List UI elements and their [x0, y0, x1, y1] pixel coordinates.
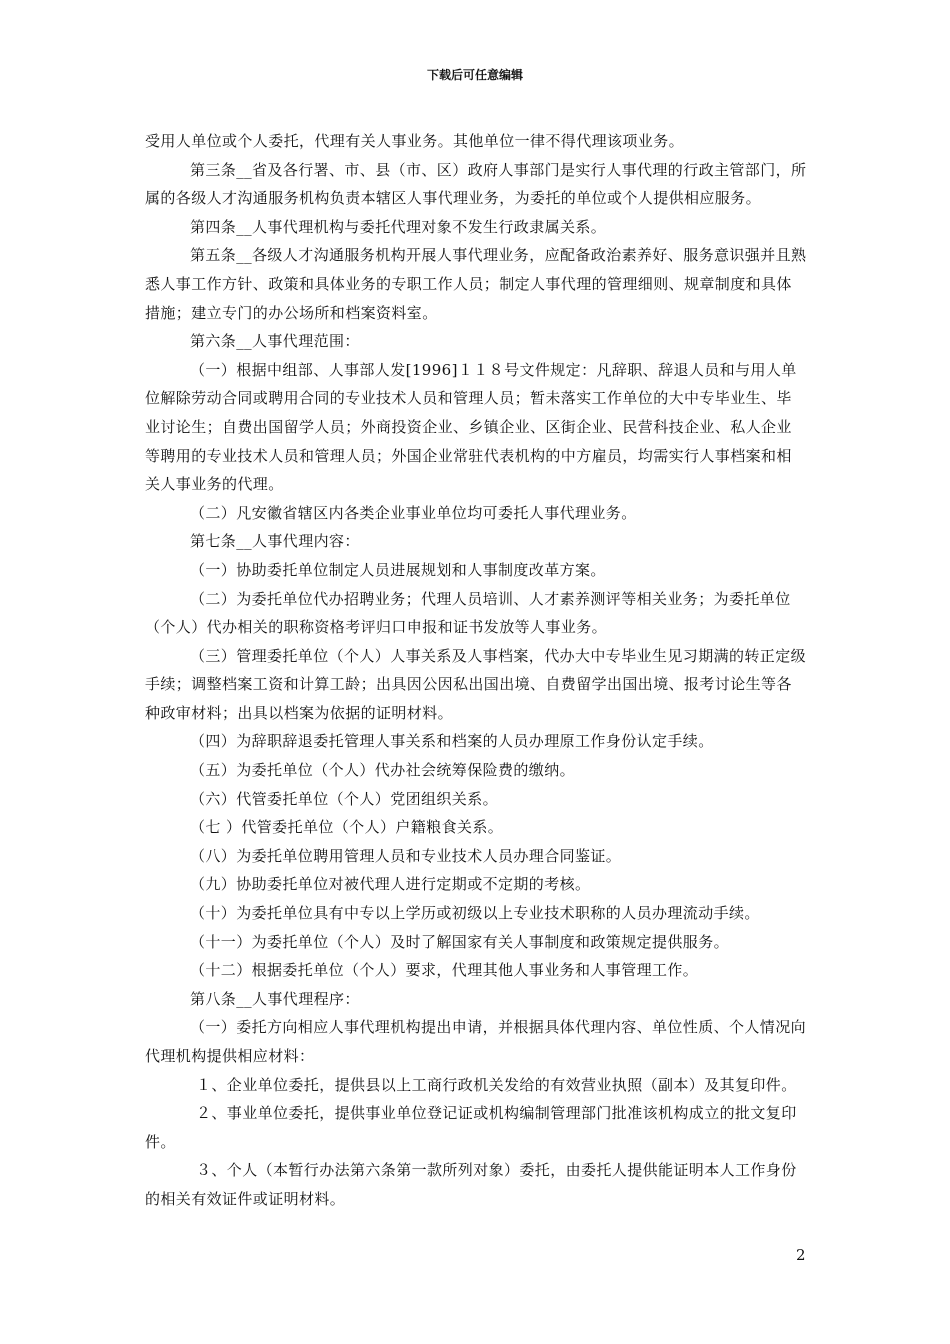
list-item: （二）为委托单位代办招聘业务；代理人员培训、人才素养测评等相关业务；为委托单位（个人）代办相关的职称资格考评归口申报和证书发放等人事业务。: [145, 589, 791, 637]
page-number: 2: [796, 1246, 806, 1264]
article-8-title: 第八条__人事代理程序：: [190, 989, 360, 1008]
document-body: [145, 127, 807, 1214]
list-item: （一）委托方向相应人事代理机构提出申请，并根据具体代理内容、单位性质、个人情况向代理机构提供相应材料：: [145, 1018, 807, 1065]
list-item: （三）管理委托单位（个人）人事关系及人事档案，代办大中专毕业生见习期满的转正定级手续；调整档案工资和计算工龄；出具因公因私出国出境、自费留学出国出境、报考讨论生等各种政审材料；出具以档案为依据的证明材料。: [145, 646, 807, 722]
list-item: （六）代管委托单位（个人）党团组织关系。: [190, 789, 499, 808]
article-6-title: 第六条__人事代理范围：: [190, 332, 360, 351]
list-item: （十一）为委托单位（个人）及时了解国家有关人事制度和政策规定提供服务。: [190, 932, 730, 951]
page-header: 下载后可任意编辑: [426, 68, 523, 82]
paragraph: （一）根据中组部、人事部人发[1996]１１８号文件规定：凡辞职、辞退人员和与用人单位解除劳动合同或聘用合同的专业技术人员和管理人员；暂未落实工作单位的大中专毕业生、毕业讨论生；自费出国留学人员；外商投资企业、乡镇企业、区街企业、民营科技企业、私人企业等聘用的专业技术人员和管理人员；外国企业常驻代表机构的中方雇员，均需实行人事档案和相关人事业务的代理。: [145, 360, 797, 494]
article-3: 第三条__省及各行署、市、县（市、区）政府人事部门是实行人事代理的行政主管部门，所属的各级人才沟通服务机构负责本辖区人事代理业务，为委托的单位或个人提供相应服务。: [145, 160, 807, 208]
paragraph: （二）凡安徽省辖区内各类企业事业单位均可委托人事代理业务。: [190, 503, 637, 522]
list-item: ２、事业单位委托，提供事业单位登记证或机构编制管理部门批准该机构成立的批文复印件。: [145, 1104, 797, 1151]
list-item: （七 ）代管委托单位（个人）户籍粮食关系。: [190, 818, 504, 837]
paragraph: 受用人单位或个人委托，代理有关人事业务。其他单位一律不得代理该项业务。: [145, 132, 685, 150]
article-7-title: 第七条__人事代理内容：: [190, 532, 360, 551]
list-item: （一）协助委托单位制定人员进展规划和人事制度改革方案。: [190, 560, 606, 579]
list-item: ３、个人（本暂行办法第六条第一款所列对象）委托，由委托人提供能证明本人工作身份的相关有效证件或证明材料。: [145, 1161, 797, 1208]
list-item: （五）为委托单位（个人）代办社会统筹保险费的缴纳。: [190, 761, 576, 780]
list-item: （十）为委托单位具有中专以上学历或初级以上专业技术职称的人员办理流动手续。: [190, 904, 760, 923]
list-item: １、企业单位委托，提供县以上工商行政机关发给的有效营业执照（副本）及其复印件。: [196, 1075, 797, 1094]
list-item: （四）为辞职辞退委托管理人事关系和档案的人员办理原工作身份认定手续。: [190, 732, 714, 751]
list-item: （九）协助委托单位对被代理人进行定期或不定期的考核。: [190, 875, 591, 894]
article-5: 第五条__各级人才沟通服务机构开展人事代理业务，应配备政治素养好、服务意识强并且熟悉人事工作方针、政策和具体业务的专职工作人员；制定人事代理的管理细则、规章制度和具体措施；建立专门的办公场所和档案资料室。: [145, 246, 807, 322]
article-4: 第四条__人事代理机构与委托代理对象不发生行政隶属关系。: [190, 217, 607, 236]
list-item: （十二）根据委托单位（个人）要求，代理其他人事业务和人事管理工作。: [190, 961, 699, 980]
list-item: （八）为委托单位聘用管理人员和专业技术人员办理合同鉴证。: [190, 846, 622, 865]
